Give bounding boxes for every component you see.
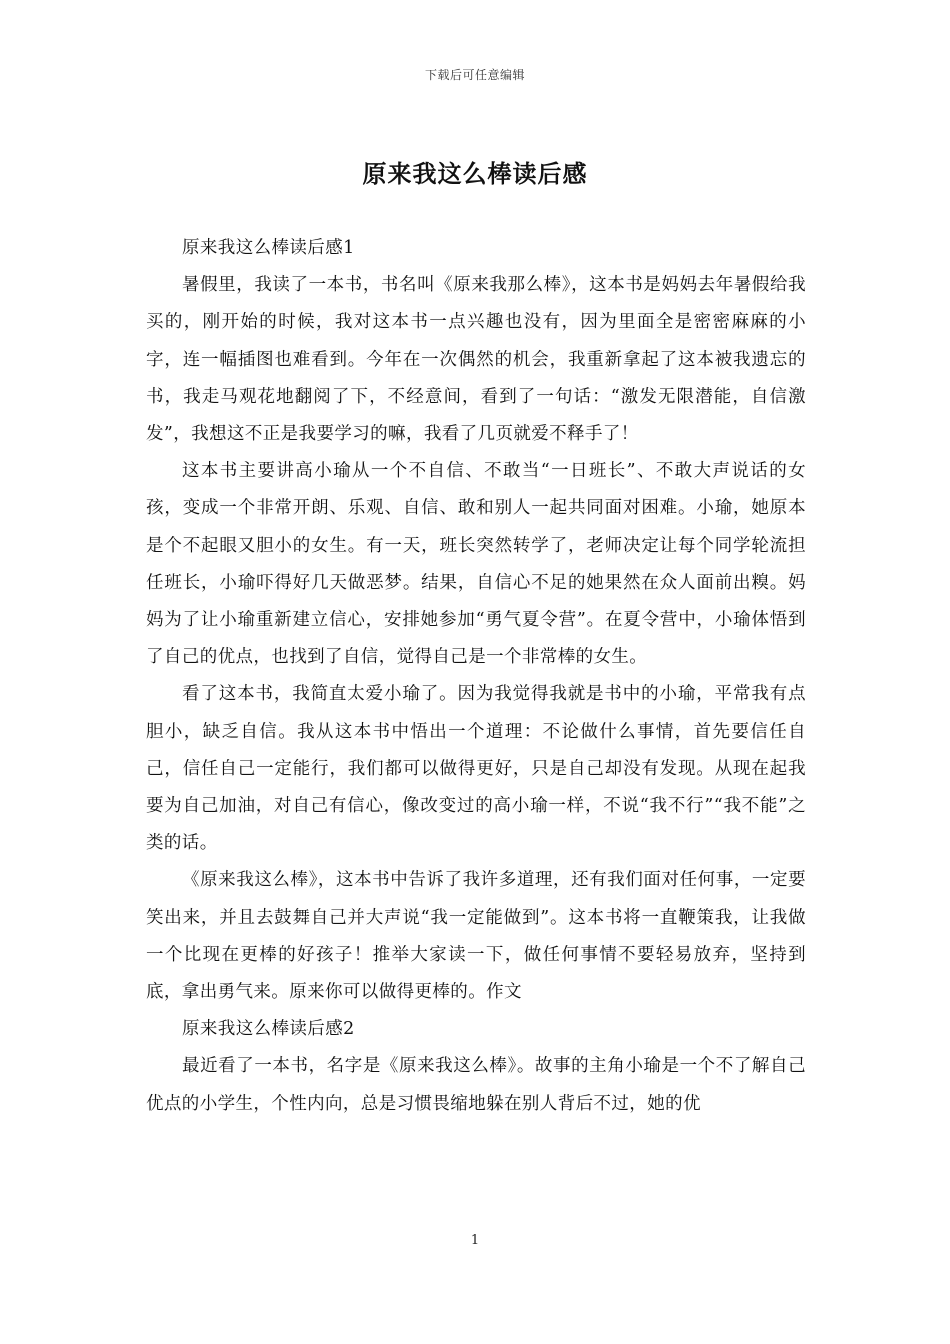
document-body xyxy=(146,230,806,1123)
paragraph: 《原来我这么棒》，这本书中告诉了我许多道理，还有我们面对任何事，一定要笑出来，并且去鼓舞自己并大声说“我一定能做到”。这本书将一直鞭策我，让我做一个比现在更棒的好孩子！推举大家读一下，做任何事情不要轻易放弃，坚持到底，拿出勇气来。原来你可以做得更棒的。作文 xyxy=(146,870,806,1003)
document-title: 原来我这么棒读后感 xyxy=(362,159,588,188)
paragraph: 这本书主要讲高小瑜从一个不自信、不敢当“一日班长”、不敢大声说话的女孩，变成一个非常开朗、乐观、自信、敢和别人一起共同面对困难。小瑜，她原本是个不起眼又胆小的女生。有一天，班长突然转学了，老师决定让每个同学轮流担任班长，小瑜吓得好几天做恶梦。结果，自信心不足的她果然在众人面前出糗。妈妈为了让小瑜重新建立信心，安排她参加“勇气夏令营”。在夏令营中，小瑜体悟到了自己的优点，也找到了自信，觉得自己是一个非常棒的女生。 xyxy=(146,461,806,668)
paragraph: 最近看了一本书，名字是《原来我这么棒》。故事的主角小瑜是一个不了解自己优点的小学生，个性内向，总是习惯畏缩地躲在别人背后不过，她的优 xyxy=(146,1056,806,1114)
section-heading: 原来我这么棒读后感2 xyxy=(182,1019,355,1040)
page-number: 1 xyxy=(470,1233,480,1248)
header-note: 下载后可任意编辑 xyxy=(424,68,525,82)
paragraph: 暑假里，我读了一本书，书名叫《原来我那么棒》，这本书是妈妈去年暑假给我买的，刚开始的时候，我对这本书一点兴趣也没有，因为里面全是密密麻麻的小字，连一幅插图也难看到。今年在一次偶然的机会，我重新拿起了这本被我遗忘的书，我走马观花地翻阅了下，不经意间，看到了一句话：“激发无限潜能，自信激发”，我想这不正是我要学习的嘛，我看了几页就爱不释手了！ xyxy=(146,275,806,445)
paragraph: 看了这本书，我简直太爱小瑜了。因为我觉得我就是书中的小瑜，平常我有点胆小，缺乏自信。我从这本书中悟出一个道理：不论做什么事情，首先要信任自己，信任自己一定能行，我们都可以做得更好，只是自己却没有发现。从现在起我要为自己加油，对自己有信心，像改变过的高小瑜一样，不说“我不行”“我不能”之类的话。 xyxy=(146,684,806,854)
section-heading: 原来我这么棒读后感1 xyxy=(182,238,355,258)
